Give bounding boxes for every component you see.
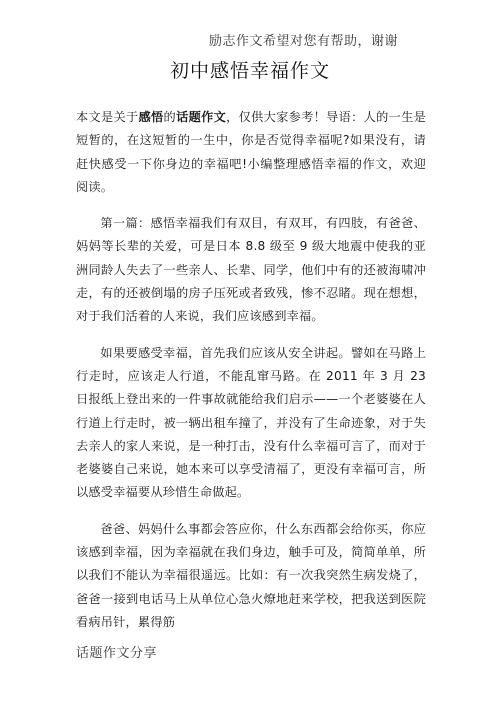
intro-paragraph [76,106,426,199]
intro-keyword-topic-essay: 话题作文 [176,110,227,124]
article-body [76,106,426,647]
page-title: 初中感悟幸福作文 [169,60,330,82]
intro-keyword-ganwu: 感悟 [138,110,164,124]
intro-text-1: 本文是关于 [76,110,139,124]
paragraph-1: 第一篇：感悟幸福我们有双目，有双耳，有四肢，有爸爸、妈妈等长辈的关爱，可是日本 8.8 级至 9 级大地震中使我的亚洲同龄人失去了一些亲人、长辈、同学，他们中有的还被海啸冲走，有的还被倒塌的房子压死或者致残，惨不忍睹。现在想想，对于我们活着的人来说，我们应该感到幸福。 [76,216,426,324]
footer-note: 话题作文分享 [76,646,158,661]
paragraph-2: 如果要感受幸福，首先我们应该从安全讲起。譬如在马路上行走时，应该走人行道，不能乱窜马路。在 2011 年 3 月 23 日报纸上登出来的一件事故就能给我们启示——一个老婆婆在人行道上行走时，被一辆出租车撞了，并没有了生命迹象，对于失去亲人的家人来说，是一种打击，没有什么幸福可言了，而对于老婆婆自己来说，她本来可以享受清福了，更没有幸福可言，所以感受幸福要从珍惜生命做起。 [76,345,426,500]
header-note: 励志作文希望对您有帮助，谢谢 [208,34,398,49]
intro-text-3: ，仅供大家参考！导语：人的一生是短暂的，在这短暂的一生中，你是否觉得幸福呢?如果没有，请赶快感受一下你身边的幸福吧!小编整理感悟幸福的作文，欢迎阅读。 [76,110,427,194]
paragraph-3: 爸爸、妈妈什么事都会答应你，什么东西都会给你买，你应该感到幸福，因为幸福就在我们身边，触手可及，简简单单，所以我们不能认为幸福很遥远。比如：有一次我突然生病发烧了，爸爸一接到电话马上从单位心急火燎地赶来学校，把我送到医院看病吊针，累得筋 [76,521,426,629]
intro-text-2: 的 [163,110,177,124]
